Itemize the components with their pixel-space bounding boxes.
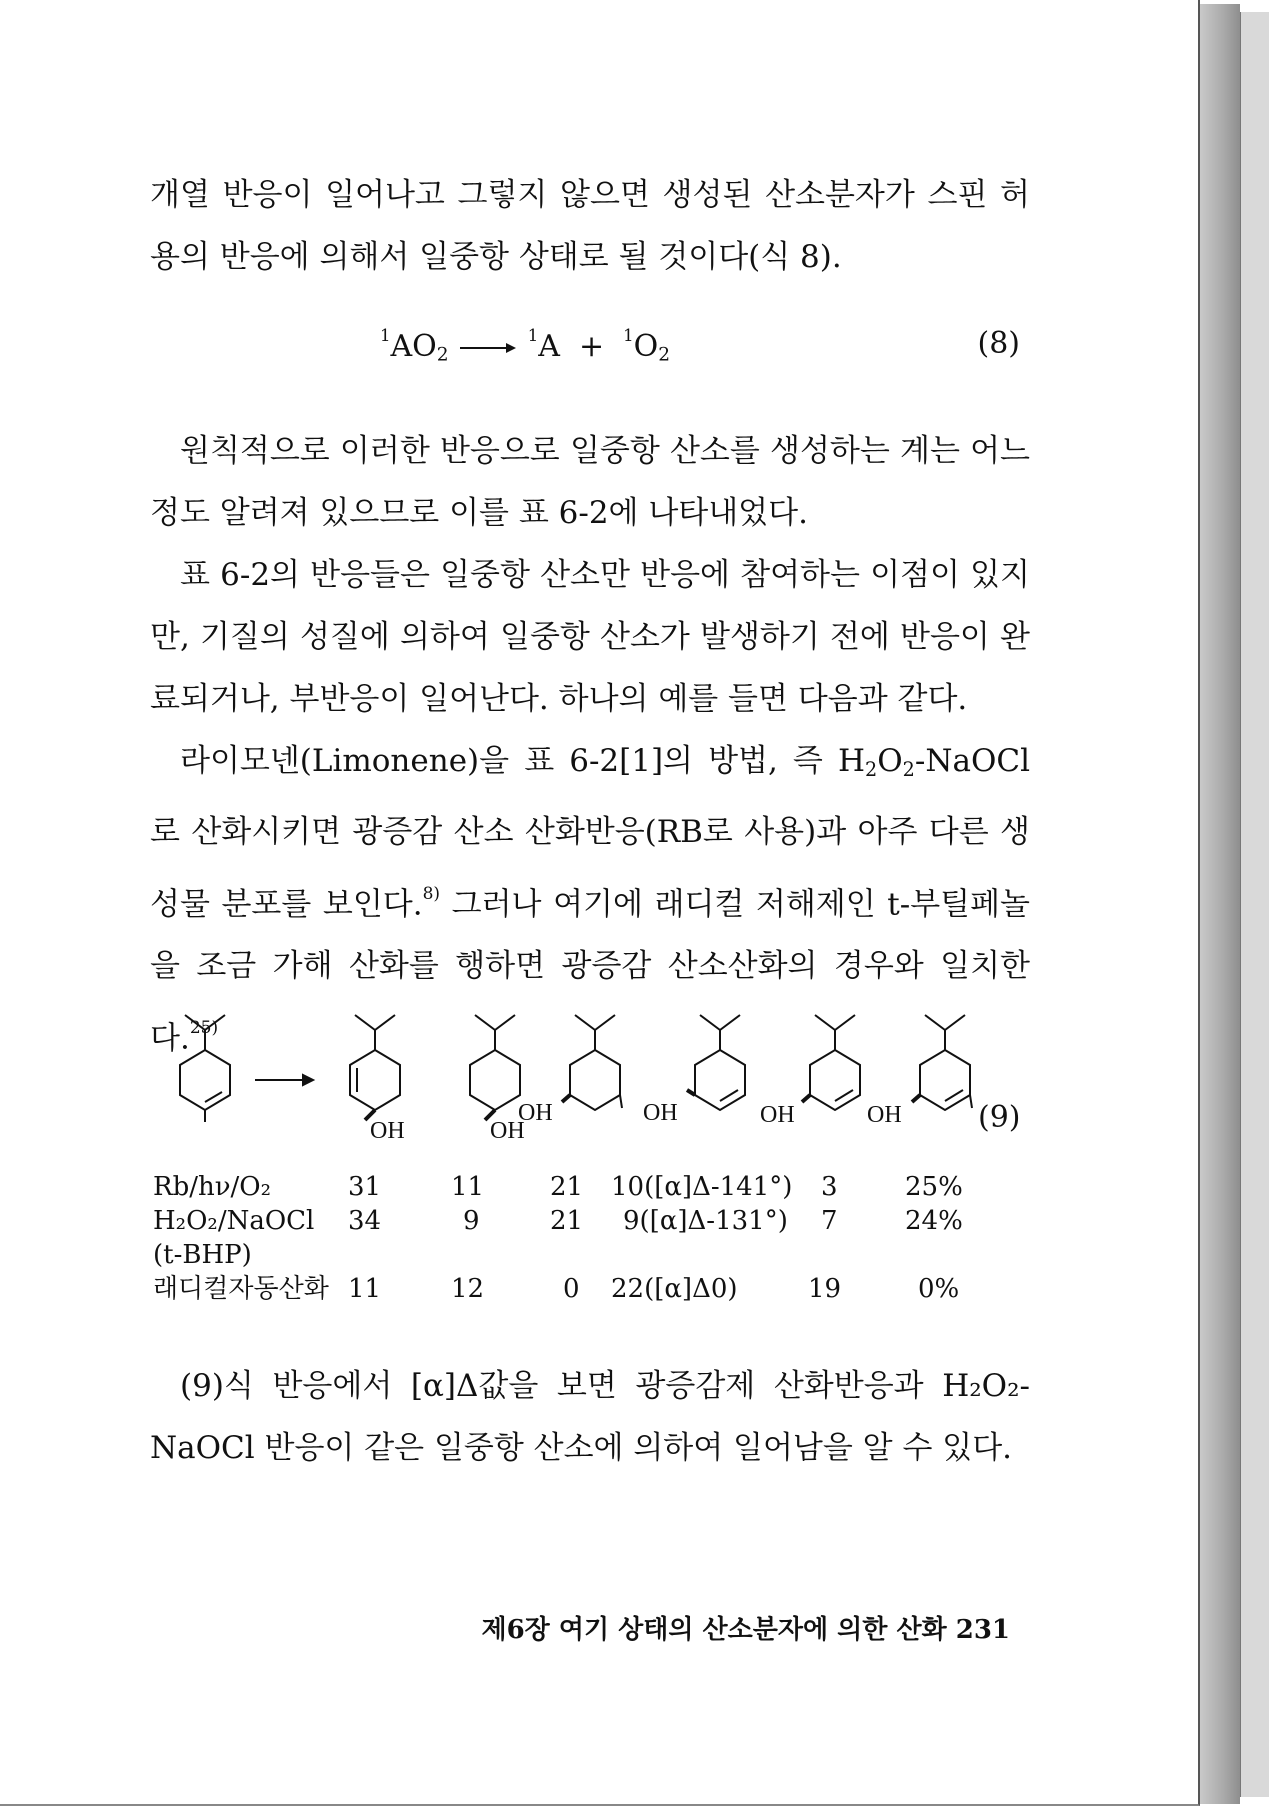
oh-label: OH (643, 1100, 678, 1126)
back-cover-edge (1240, 12, 1269, 1797)
reaction-arrow-icon (458, 341, 518, 355)
equation-number: (8) (977, 326, 1020, 361)
paragraph-1: 개열 반응이 일어나고 그렇지 않으면 생성된 산소분자가 스핀 허용의 반응에 의해서 일중항 상태로 될 것이다(식 8). (150, 177, 1030, 275)
product-6-structure (912, 1015, 972, 1110)
product-distribution-table (153, 1170, 973, 1306)
table-row: (t-BHP) (153, 1240, 252, 1270)
reaction-scheme-9 (160, 1010, 1040, 1150)
reaction-arrow-icon (255, 1075, 313, 1085)
table-row: 래디컬자동산화 11 12 0 22([α]Δ0) 19 0% (153, 1274, 960, 1304)
paragraph-5: (9)식 반응에서 [α]Δ값을 보면 광증감제 산화반응과 H₂O₂-NaOCl 반응이 같은 일중항 산소에 의하여 일어남을 알 수 있다. (150, 1368, 1030, 1466)
paragraph-4: 라이모넨(Limonene)을 표 6-2[1]의 방법, 즉 $H_2O_2$-NaOCl로 산화시키면 광증감 산소 산화반응(RB로 사용)과 아주 다른 생성물 분포를 보인다.$^{8)}$ 그러나 여기에 래디컬 저해제인 t-부틸페놀을 조금 가해 산화를 행하면 광증감 산소산화의 경우와 일치한다.$^{25)}$ (150, 743, 1030, 1057)
table-row: H₂O₂/NaOCl 34 9 21 9([α]Δ-131°) 7 24% (153, 1206, 963, 1236)
page-edge (1200, 4, 1240, 1804)
paragraph-group (150, 420, 1030, 1069)
product-2-structure (470, 1015, 520, 1120)
product-5-structure (802, 1015, 860, 1110)
product-1-structure (350, 1015, 400, 1120)
oh-label: OH (518, 1100, 553, 1126)
running-footer: 제6장 여기 상태의 산소분자에 의한 산화 231 (481, 1615, 1010, 1645)
paragraph-3: 표 6-2의 반응들은 일중항 산소만 반응에 참여하는 이점이 있지만, 기질의 성질에 의하여 일중항 산소가 발생하기 전에 반응이 완료되거나, 부반응이 일어난다. 하나의 예를 들면 다음과 같다. (150, 557, 1030, 717)
equation-8: $^1AO_2$ $^1A + ^1O_2$ (8) (380, 326, 1020, 366)
table-row: Rb/hν/O₂ 31 11 21 10([α]Δ-141°) 3 25% (153, 1172, 963, 1202)
oh-label: OH (867, 1102, 902, 1128)
product-4-structure (687, 1015, 745, 1110)
oh-label: OH (490, 1118, 525, 1144)
limonene-structure (180, 1015, 230, 1122)
product-3-structure (562, 1015, 622, 1110)
reference-8: 8) (422, 883, 441, 904)
paragraph-2: 원칙적으로 이러한 반응으로 일중항 산소를 생성하는 계는 어느 정도 알려져 있으므로 이를 표 6-2에 나타내었다. (150, 433, 1030, 531)
oh-label: OH (760, 1102, 795, 1128)
equation-number-9: (9) (978, 1100, 1021, 1135)
oh-label: OH (370, 1118, 405, 1144)
reference-25: 25) (189, 1018, 219, 1039)
